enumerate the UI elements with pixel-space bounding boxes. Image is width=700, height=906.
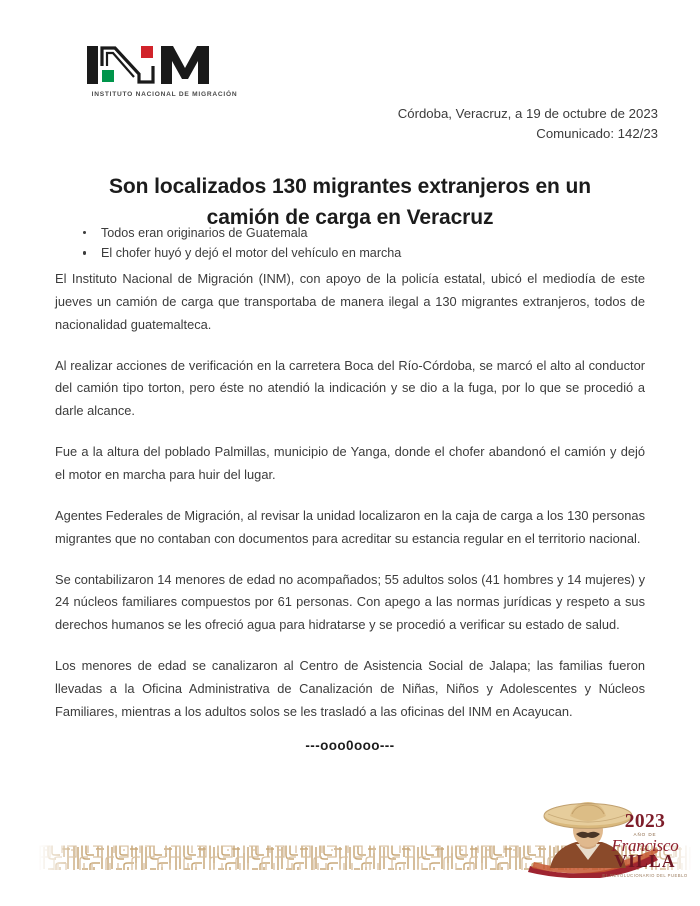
paragraph: Agentes Federales de Migración, al revisar la unidad localizaron en la caja de carga a los 130 personas migrantes que no contaban con documentos para acreditar su estancia regular en el territorio nacional. bbox=[55, 507, 645, 546]
dateline-place-date: Córdoba, Veracruz, a 19 de octubre de 2023 bbox=[397, 106, 658, 121]
paragraph: Al realizar acciones de verificación en la carretera Boca del Río-Córdoba, se marcó el alto al conductor del camión tipo torton, pero éste no atendió la indicación y se dio a la fuga, por lo que se procedió a darle alcance. bbox=[55, 357, 645, 419]
paragraph: Los menores de edad se canalizaron al Centro de Asistencia Social de Jalapa; las familias fueron llevadas a la Oficina Administrativa de Canalización de Niñas, Niños y Adolescentes y Núcleos Familiares, mientras a los adultos solos se les trasladó a las oficinas del INM en Acayucan. bbox=[55, 658, 645, 719]
highlights-list bbox=[58, 223, 638, 264]
villa-anio-label: AÑO DE bbox=[633, 831, 657, 837]
villa-emblem-text bbox=[595, 812, 695, 878]
dateline-communique-number: Comunicado: 142/23 bbox=[536, 125, 658, 141]
list-item: El chofer huyó y dejó el motor del vehículo en marcha bbox=[58, 243, 638, 263]
villa-tagline: EL REVOLUCIONARIO DEL PUEBLO bbox=[602, 872, 688, 878]
inm-logo-header bbox=[60, 44, 290, 98]
end-of-release-mark: ---ooo0ooo--- bbox=[305, 738, 395, 753]
villa-surname: VILLA bbox=[614, 851, 676, 872]
dateline-block bbox=[398, 104, 658, 144]
list-item: Todos eran originarios de Guatemala bbox=[58, 223, 638, 243]
inm-logo-icon bbox=[85, 44, 245, 86]
paragraph: Fue a la altura del poblado Palmillas, municipio de Yanga, donde el chofer abandonó el camión y dejó el motor en marcha para huir del lugar. bbox=[55, 444, 645, 483]
villa-first-name: Francisco bbox=[611, 836, 679, 856]
body-text bbox=[55, 268, 645, 724]
paragraph: El Instituto Nacional de Migración (INM), con apoyo de la policía estatal, ubicó el mediodía de este jueves un camión de carga que transportaba de manera ilegal a 130 migrantes extranjeros, todos de nacionalidad guatemalteca. bbox=[55, 271, 645, 332]
inm-logo-subtitle: INSTITUTO NACIONAL DE MIGRACIÓN bbox=[91, 91, 238, 98]
page-title: Son localizados 130 migrantes extranjeros en un camión de carga en Veracruz bbox=[109, 175, 591, 229]
inm-logo-mark bbox=[60, 44, 290, 86]
paragraph: Se contabilizaron 14 menores de edad no acompañados; 55 adultos solos (41 hombres y 14 mujeres) y 24 núcleos familiares compuestos por 61 personas. Con apego a las normas jurídicas y respeto a sus derechos humanos se les ofreció agua para hidratarse y se procedió a verificar su estado de salud. bbox=[55, 571, 645, 633]
villa-year: 2023 bbox=[624, 811, 666, 832]
